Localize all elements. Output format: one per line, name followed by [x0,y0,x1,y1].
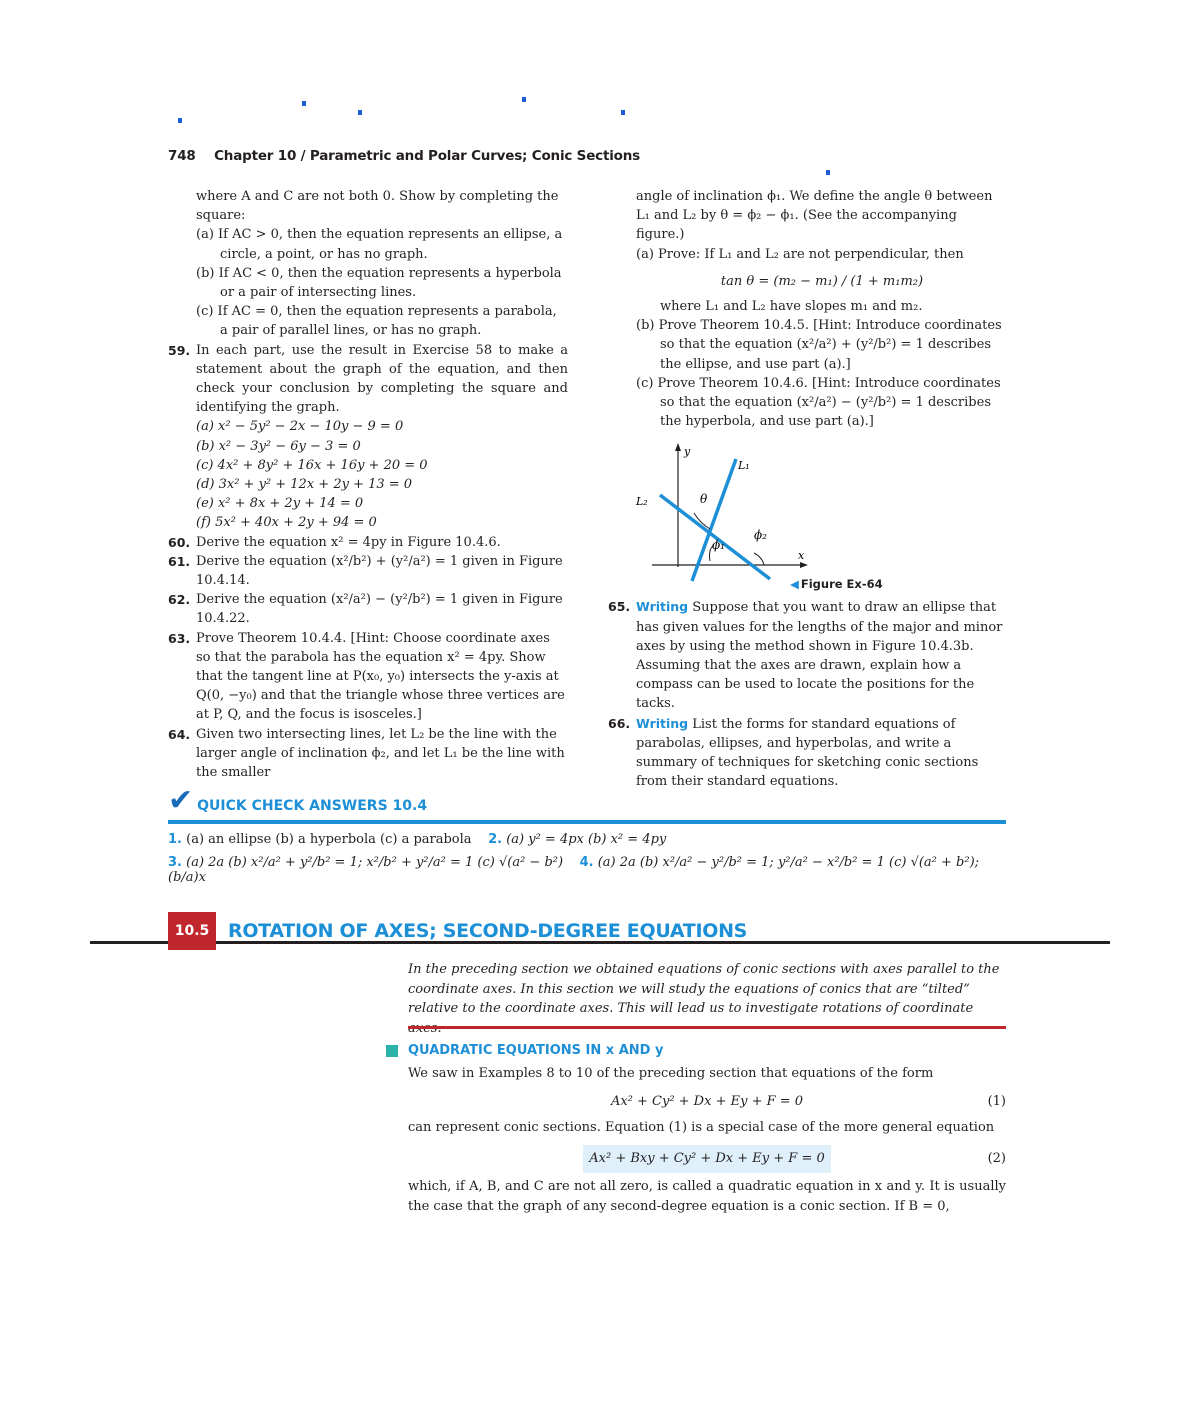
phi2-arc [754,553,764,565]
equation-number: (2) [987,1151,1006,1166]
paragraph: which, if A, B, and C are not all zero, is called a quadratic equation in x and y. It is usually the case that the graph of any second-degree equation is a conic section. If B = 0, [408,1179,1006,1214]
exercise-text: In each part, use the result in Exercise 58 to make a statement about the graph of the equation, and then check your conclusion by completing the square and identifying the graph. [196,342,568,416]
registration-mark [358,110,362,115]
lines-angle-diagram [632,441,892,591]
exercise-body: List the forms for standard equations of parabolas, ellipses, and hyperbolas, and write a summary of techniques for sketching conic sections from their standard equations. [636,716,979,790]
exercise-part: (c) If AC = 0, then the equation represents a parabola, a pair of parallel lines, or has no graph. [196,304,557,339]
section-header [168,912,747,950]
page-header [168,148,640,164]
exercise-part: (d) 3x² + y² + 12x + 2y + 13 = 0 [196,477,413,493]
exercise-65 [608,597,1008,713]
exercise-number: 66. [608,715,631,731]
exercise-part: (b) x² − 3y² − 6y − 3 = 0 [196,438,361,454]
figure-ex-64 [632,441,892,591]
formula-tan-theta: tan θ = (m₂ − m₁) / (1 + m₁m₂) [720,273,924,289]
page-number: 748 [168,148,196,164]
subsection-title: QUADRATIC EQUATIONS IN x AND y [408,1043,664,1058]
writing-tag: Writing [636,599,689,615]
exercise-part: (a) Prove: If L₁ and L₂ are not perpendicular, then [636,246,964,262]
answer-text: (a) 2a (b) x²/a² − y²/b² = 1; y²/a² − x²/b² = 1 (c) √(a² + b²); (b/a)x [168,855,980,885]
theta-label: θ [700,492,708,507]
square-bullet-icon [386,1045,398,1057]
exercise-part: (c) Prove Theorem 10.4.6. [Hint: Introduce coordinates so that the equation (x²/a²) − (y²/b²) = 1 describes the hyperbola, and use part (a).] [636,375,1001,430]
answer-text: (a) 2a (b) x²/a² + y²/b² = 1; x²/b² + y²/a² = 1 (c) √(a² − b²) [186,855,564,870]
exercise-63 [168,629,568,725]
exercise-number: 62. [168,592,191,608]
registration-mark [178,118,182,123]
y-axis-arrow [675,443,681,451]
exercise-text: where A and C are not both 0. Show by completing the [196,189,559,204]
l1-label: L₁ [738,459,750,473]
exercise-part: (f) 5x² + 40x + 2y + 94 = 0 [196,515,377,531]
exercise-64 [168,725,568,783]
exercise-text: where L₁ and L₂ have slopes m₁ and m₂. [660,299,923,315]
equation-wrapper [408,1145,1006,1173]
right-column [608,187,1008,791]
exercise-61 [168,552,568,590]
exercise-number: 61. [168,553,191,569]
paragraph: We saw in Examples 8 to 10 of the preceding section that equations of the form [408,1066,934,1081]
exercise-number: 60. [168,534,191,550]
exercise-part: (b) If AC < 0, then the equation represents a hyperbola or a pair of intersecting lines. [196,265,562,301]
exercise-text: square: [196,208,246,224]
answer-text: (a) y² = 4px (b) x² = 4py [506,832,667,847]
equation-1 [408,1084,1006,1118]
intro-rule [408,1026,1006,1029]
exercise-part: (b) Prove Theorem 10.4.5. [Hint: Introduce coordinates so that the equation (x²/a²) + (y²/b²) = 1 describes the ellipse, and use part (a).] [636,318,1002,372]
equation-2 [408,1137,1006,1177]
exercise-number: 65. [608,599,631,615]
quick-check-answers [168,783,1006,885]
registration-mark [522,97,526,102]
answer-number: 3. [168,855,182,870]
exercise-text: Derive the equation x² = 4py in Figure 10.4.6. [196,534,501,550]
answer-number: 4. [579,855,594,870]
section-title: ROTATION OF AXES; SECOND-DEGREE EQUATIONS [228,920,748,942]
section-intro: In the preceding section we obtained equations of conic sections with axes parallel to the coordinate axes. In this section we will study the equations of conics that are “tilted” relative to the coordinate axes. This will lead us to investigate rotations of coordinate [408,962,1000,1016]
y-label: y [684,445,691,459]
phi2-label: ϕ₂ [754,528,767,543]
answer-text: (a) an ellipse (b) a hyperbola (c) a parabola [186,832,472,847]
x-axis-arrow [800,562,808,568]
exercise-59 [168,341,568,533]
x-label: x [798,549,805,563]
caption-triangle-icon: ◀ [790,577,799,591]
left-column [168,187,568,782]
exercise-number: 59. [168,342,191,358]
exercise-60 [168,533,568,552]
exercise-number: 64. [168,726,191,742]
registration-mark [621,110,625,115]
subsection-heading [386,1043,663,1058]
quick-check-line-1 [168,832,1006,847]
quick-check-rule [168,820,1006,824]
exercise-part: (a) If AC > 0, then the equation represents an ellipse, a circle, a point, or has no graph. [196,227,563,262]
exercise-text: Prove Theorem 10.4.4. [Hint: Choose coordinate axes so that the parabola has the equation x² = 4py. Show that the tangent line at P(x₀, y₀) intersects the y-axis at Q(0, −y₀) and that the triangle whose three vertices are at P, Q, and the focus is isosceles.] [196,630,565,723]
writing-tag: Writing [636,715,689,731]
exercise-text: Derive the equation (x²/b²) + (y²/a²) = 1 given in Figure 10.4.14. [196,553,563,589]
answer-number: 1. [168,832,182,847]
l2-label: L₂ [636,495,648,509]
exercise-66 [608,714,1008,792]
exercise-58-continuation [168,187,568,341]
exercise-text: angle of inclination ϕ₁. We define the angle θ between L₁ and L₂ by θ = ϕ₂ − ϕ₁. (See the accompanying figure.) [636,189,993,243]
exercise-62 [168,590,568,628]
exercise-part: (c) 4x² + 8y² + 16x + 16y + 20 = 0 [196,457,428,473]
exercise-text [636,597,1008,713]
registration-mark [826,170,830,175]
exercise-number: 63. [168,630,191,646]
registration-mark [302,101,306,106]
exercise-part: (e) x² + 8x + 2y + 14 = 0 [196,496,364,512]
exercise-body: Suppose that you want to draw an ellipse that has given values for the lengths of the major and minor axes by using the method shown in Figure 10.4.3b. Assuming that the axes are drawn, explain how a compass can be used to locate the positions for the tacks. [636,600,1003,712]
equation-text: Ax² + Cy² + Dx + Ey + F = 0 [610,1093,804,1109]
quick-check-heading: QUICK CHECK ANSWERS 10.4 [197,798,428,814]
section-body [408,1064,1006,1216]
exercise-part: (a) x² − 5y² − 2x − 10y − 9 = 0 [196,419,404,435]
quick-check-title [168,783,1006,818]
chapter-title: Chapter 10 / Parametric and Polar Curves; Conic Sections [214,148,640,164]
answer-number: 2. [488,832,503,847]
exercise-64-continuation [608,187,1008,431]
exercise-text [636,714,1008,792]
equation-text: Ax² + Bxy + Cy² + Dx + Ey + F = 0 [583,1145,831,1173]
equation-number: (1) [987,1093,1006,1109]
exercise-text: Given two intersecting lines, let L₂ be the line with the larger angle of inclination ϕ₂, and let L₁ be the line with the smaller [196,726,565,781]
section-number: 10.5 [168,912,216,950]
paragraph: can represent conic sections. Equation (1) is a special case of the more general equation [408,1119,995,1135]
caption-text: Figure Ex-64 [800,577,883,591]
checkmark-icon: ✔ [168,783,194,818]
exercise-text: Derive the equation (x²/a²) − (y²/b²) = 1 given in Figure 10.4.22. [196,592,563,627]
figure-caption [790,577,883,591]
phi1-label: ϕ₁ [712,538,725,553]
quick-check-line-2 [168,855,1006,885]
